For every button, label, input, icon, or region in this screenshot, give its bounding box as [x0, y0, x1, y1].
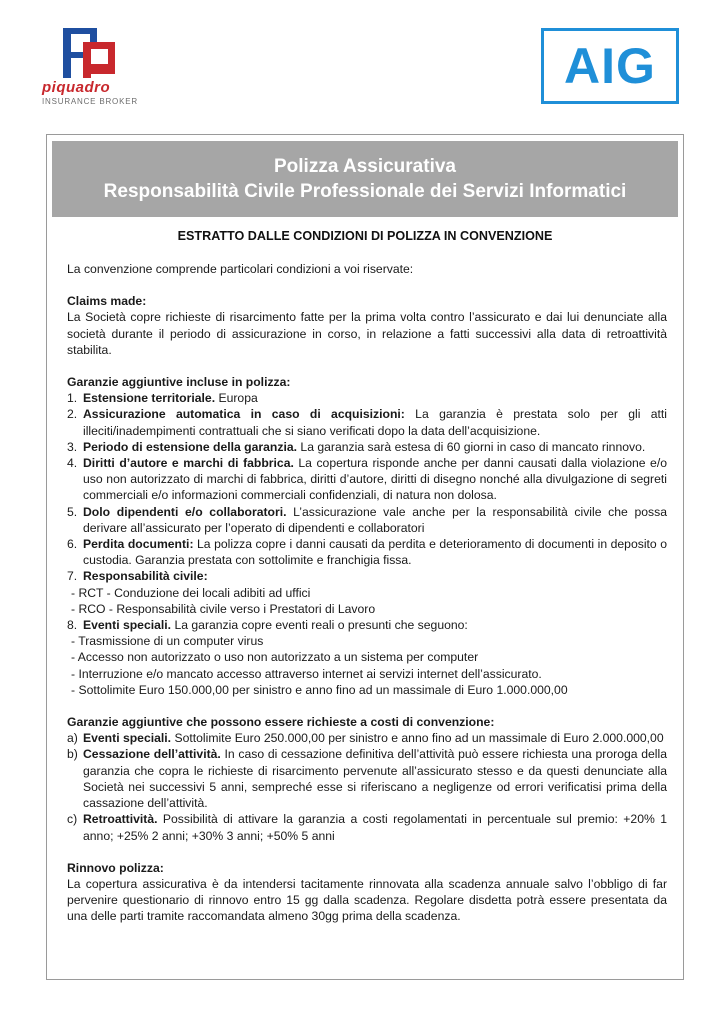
optional-list: [67, 730, 667, 843]
item-text: L’assicurazione vale anche per la responsabilità civile che possa derivare all’assicurato per l’operato di dipendenti e collaboratori: [83, 504, 668, 535]
item-text: La garanzia copre eventi reali o presunti che seguono:: [171, 618, 468, 633]
item-title: Assicurazione automatica in caso di acquisizioni:: [83, 407, 405, 422]
event-line: - Trasmissione di un computer virus: [71, 634, 264, 649]
included-list: [67, 390, 667, 698]
event-line: - Interruzione e/o mancato accesso attraverso internet ai servizi internet dell’assicurato.: [71, 666, 542, 681]
item-number: 8.: [67, 618, 78, 633]
item-text: La polizza copre i danni causati da perdita e deterioramento di documenti in deposito o custodia. Garanzia prestata con sottolimite e franchigia fissa.: [83, 537, 667, 568]
document-body: [67, 261, 667, 925]
event-line: - Accesso non autorizzato o uso non autorizzato a un sistema per computer: [71, 650, 479, 665]
piquadro-logo: [40, 28, 150, 108]
claims-text: La Società copre richieste di risarcimento fatte per la prima volta contro l’assicurato e dai lui denunciate alla società durante il periodo di assicurazione in corso, in relazione a fatti successivi alla data di retroattività stabilita.: [67, 310, 667, 357]
item-letter: a): [67, 731, 78, 746]
item-number: 2.: [67, 407, 78, 422]
list-item: [67, 746, 667, 811]
renewal-heading: Rinnovo polizza:: [67, 860, 164, 875]
list-item: [67, 390, 667, 406]
item-title: Diritti d’autore e marchi di fabbrica.: [83, 456, 294, 471]
renewal-text: La copertura assicurativa è da intendersi tacitamente rinnovata alla scadenza annuale salvo l’obbligo di far pervenire questionario di rinnovo entro 15 gg dalla scadenza. Regolare disdetta potrà essere presentata da una delle parti tramite raccomandata almeno 30gg prima della scadenza.: [67, 876, 667, 924]
list-item: [67, 811, 667, 843]
list-item: [67, 568, 667, 584]
rc-line: - RCT - Conduzione dei locali adibiti ad uffici: [71, 585, 311, 600]
item-number: 6.: [67, 537, 78, 552]
item-number: 1.: [67, 391, 78, 406]
item-text: Sottolimite Euro 250.000,00 per sinistro e anno fino ad un massimale di Euro 2.000.000,00: [171, 731, 664, 746]
item-number: 3.: [67, 439, 78, 454]
piquadro-mark-icon: [63, 28, 119, 80]
item-text: La copertura risponde anche per danni causati dalla violazione e/o uso non autorizzato di marchi di fabbrica, diritti d’autore, diritti di disegno nonché alla divulgazione di segreti commerciali e/o informazioni commerciali confidenziali, di natura non dolosa.: [83, 456, 668, 503]
title-band: [52, 141, 678, 217]
item-title: Estensione territoriale.: [83, 391, 216, 406]
item-number: 5.: [67, 504, 78, 519]
item-title: Eventi speciali.: [83, 618, 172, 633]
event-line: - Sottolimite Euro 150.000,00 per sinistro e anno fino ad un massimale di Euro 1.000.000,00: [71, 682, 568, 697]
item-text: La garanzia sarà estesa di 60 giorni in caso di mancato rinnovo.: [297, 439, 646, 454]
item-number: 4.: [67, 456, 78, 471]
item-text: Europa: [215, 391, 258, 406]
piquadro-wordmark: piquadro: [42, 79, 111, 96]
item-letter: c): [67, 812, 78, 827]
piquadro-subtitle: INSURANCE BROKER: [42, 97, 138, 106]
item-letter: b): [67, 747, 78, 762]
item-text: Possibilità di attivare la garanzia a costi regolamentati in percentuale sul premio: +20% 1 anno; +25% 2 anni; +30% 3 anni; +50% 5 anni: [83, 812, 667, 843]
item-title: Eventi speciali.: [83, 731, 172, 746]
title-line-1: Polizza Assicurativa: [274, 156, 456, 177]
rc-line: - RCO - Responsabilità civile verso i Prestatori di Lavoro: [71, 601, 376, 616]
optional-heading: Garanzie aggiuntive che possono essere richieste a costi di convenzione:: [67, 715, 495, 730]
list-item: [67, 439, 667, 455]
list-item: [67, 406, 667, 438]
list-item: [67, 455, 667, 504]
list-item: [67, 730, 667, 746]
aig-logo: [541, 28, 679, 104]
title-line-2: Responsabilità Civile Professionale dei Servizi Informatici: [103, 181, 627, 202]
item-title: Periodo di estensione della garanzia.: [83, 439, 298, 454]
item-text: La garanzia è prestata solo per gli atti illeciti/inadempimenti contrattuali che si siano verificati dopo la data dell’acquisizione.: [83, 407, 668, 438]
subtitle: ESTRATTO DALLE CONDIZIONI DI POLIZZA IN CONVENZIONE: [177, 229, 553, 243]
item-title: Retroattività.: [83, 812, 158, 827]
aig-wordmark: AIG: [564, 38, 656, 94]
list-item: [67, 536, 667, 568]
intro-text: La convenzione comprende particolari condizioni a voi riservate:: [67, 262, 414, 276]
list-item: [67, 504, 667, 536]
item-number: 7.: [67, 569, 78, 584]
item-text: In caso di cessazione definitiva dell’attività può essere richiesta una proroga della garanzia che copra le richieste di risarcimento pervenute all’assicurato stesso e da questi denunciate alla Società nei successivi 5 anni, sempreché esse si riferiscano a negligenze od errori verificatisi prima della cassazione dell’attività.: [83, 747, 667, 811]
item-title: Dolo dipendenti e/o collaboratori.: [83, 504, 287, 519]
item-title: Cessazione dell’attività.: [83, 747, 221, 762]
item-title: Responsabilità civile:: [83, 569, 208, 584]
included-heading: Garanzie aggiuntive incluse in polizza:: [67, 375, 291, 390]
list-item: [67, 617, 667, 633]
document-box: [46, 134, 684, 980]
item-title: Perdita documenti:: [83, 537, 194, 552]
claims-heading: Claims made:: [67, 294, 147, 309]
